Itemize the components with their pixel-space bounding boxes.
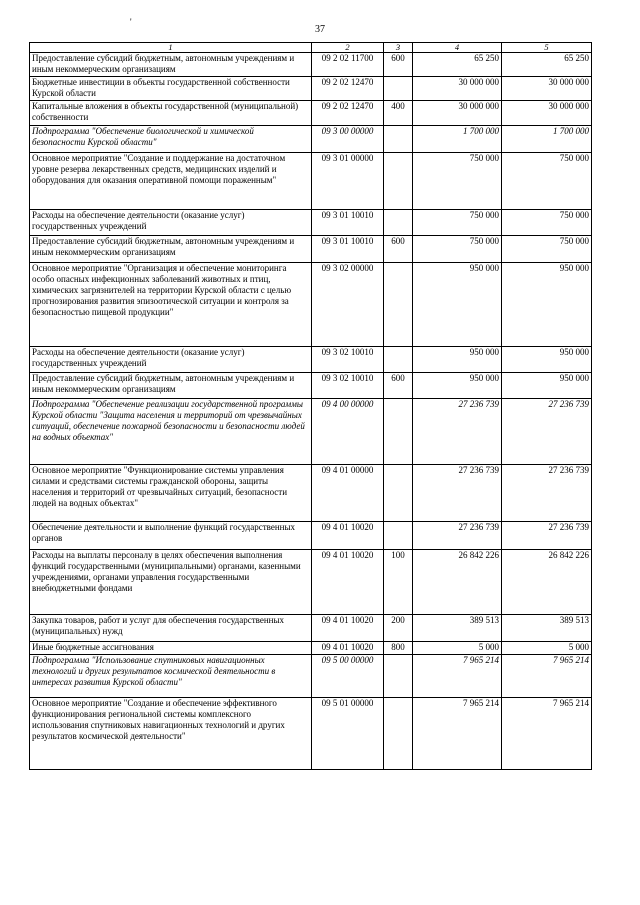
- row-expense-type: 600: [384, 236, 413, 263]
- row-name: Расходы на обеспечение деятельности (оказание услуг) государственных учреждений: [30, 210, 312, 236]
- table-row: [30, 126, 592, 153]
- row-amount-2: 27 236 739: [502, 399, 592, 465]
- row-amount-2: 950 000: [502, 373, 592, 399]
- row-code: 09 3 02 10010: [312, 373, 384, 399]
- row-name: Бюджетные инвестиции в объекты государственной собственности Курской области: [30, 77, 312, 101]
- row-name: Предоставление субсидий бюджетным, автономным учреждениям и иным некоммерческим организациям: [30, 53, 312, 77]
- row-amount-1: 30 000 000: [413, 101, 502, 126]
- row-name: Расходы на обеспечение деятельности (оказание услуг) государственных учреждений: [30, 347, 312, 373]
- row-code: 09 2 02 12470: [312, 77, 384, 101]
- row-amount-2: 27 236 739: [502, 465, 592, 522]
- row-amount-1: 65 250: [413, 53, 502, 77]
- column-number-1: 1: [30, 43, 312, 53]
- row-name: Подпрограмма "Использование спутниковых навигационных технологий и других результатов космической деятельности в интересах развития Курской области": [30, 655, 312, 698]
- budget-table-body: [30, 43, 592, 770]
- row-amount-2: 950 000: [502, 263, 592, 347]
- row-amount-2: 5 000: [502, 642, 592, 655]
- page-number: 37: [315, 24, 325, 35]
- column-number-4: 4: [413, 43, 502, 53]
- row-name: Иные бюджетные ассигнования: [30, 642, 312, 655]
- table-row: [30, 347, 592, 373]
- row-amount-1: 7 965 214: [413, 698, 502, 770]
- row-expense-type: [384, 153, 413, 210]
- table-row: [30, 101, 592, 126]
- table-row: [30, 655, 592, 698]
- row-amount-1: 389 513: [413, 615, 502, 642]
- row-amount-2: 750 000: [502, 153, 592, 210]
- row-name: Основное мероприятие "Организация и обеспечение мониторинга особо опасных инфекционных заболеваний животных и птиц, химических загрязнителей на территории Курской области с целью прогнозирования развития эпизоотической ситуации и контроля за безопасностью пищевой продукции": [30, 263, 312, 347]
- row-expense-type: 400: [384, 101, 413, 126]
- row-code: 09 2 02 12470: [312, 101, 384, 126]
- row-amount-2: 7 965 214: [502, 655, 592, 698]
- row-expense-type: 100: [384, 550, 413, 615]
- row-code: 09 4 01 00000: [312, 465, 384, 522]
- row-code: 09 3 01 00000: [312, 153, 384, 210]
- row-expense-type: [384, 522, 413, 550]
- row-amount-1: 26 842 226: [413, 550, 502, 615]
- row-expense-type: 200: [384, 615, 413, 642]
- row-code: 09 4 01 10020: [312, 615, 384, 642]
- row-amount-2: 950 000: [502, 347, 592, 373]
- row-expense-type: [384, 347, 413, 373]
- row-name: Предоставление субсидий бюджетным, автономным учреждениям и иным некоммерческим организациям: [30, 236, 312, 263]
- row-code: 09 3 01 10010: [312, 210, 384, 236]
- row-code: 09 3 02 00000: [312, 263, 384, 347]
- table-row: [30, 53, 592, 77]
- table-row: [30, 210, 592, 236]
- table-row: [30, 522, 592, 550]
- row-expense-type: [384, 698, 413, 770]
- row-name: Капитальные вложения в объекты государственной (муниципальной) собственности: [30, 101, 312, 126]
- row-amount-1: 750 000: [413, 236, 502, 263]
- row-amount-1: 27 236 739: [413, 465, 502, 522]
- column-number-5: 5: [502, 43, 592, 53]
- row-amount-1: 950 000: [413, 373, 502, 399]
- row-expense-type: [384, 210, 413, 236]
- row-code: 09 3 01 10010: [312, 236, 384, 263]
- row-code: 09 4 01 10020: [312, 522, 384, 550]
- column-number-2: 2: [312, 43, 384, 53]
- row-amount-2: 7 965 214: [502, 698, 592, 770]
- row-name: Основное мероприятие "Функционирование системы управления силами и средствами системы гражданской обороны, защиты населения и территорий от чрезвычайных ситуаций, безопасности людей на водных объектах": [30, 465, 312, 522]
- row-amount-2: 65 250: [502, 53, 592, 77]
- table-header-row: [30, 43, 592, 53]
- row-name: Закупка товаров, работ и услуг для обеспечения государственных (муниципальных) нужд: [30, 615, 312, 642]
- row-amount-1: 7 965 214: [413, 655, 502, 698]
- row-amount-1: 950 000: [413, 263, 502, 347]
- row-amount-2: 27 236 739: [502, 522, 592, 550]
- row-name: Основное мероприятие "Создание и обеспечение эффективного функционирования региональной системы комплексного использования спутниковых навигационных технологий и других результатов космической деятельности": [30, 698, 312, 770]
- row-amount-1: 5 000: [413, 642, 502, 655]
- table-row: [30, 236, 592, 263]
- row-code: 09 2 02 11700: [312, 53, 384, 77]
- row-amount-2: 26 842 226: [502, 550, 592, 615]
- row-amount-2: 389 513: [502, 615, 592, 642]
- row-expense-type: [384, 399, 413, 465]
- row-code: 09 5 00 00000: [312, 655, 384, 698]
- row-amount-1: 27 236 739: [413, 399, 502, 465]
- table-row: [30, 77, 592, 101]
- table-row: [30, 399, 592, 465]
- row-amount-2: 30 000 000: [502, 101, 592, 126]
- row-amount-1: 750 000: [413, 210, 502, 236]
- row-amount-2: 1 700 000: [502, 126, 592, 153]
- row-expense-type: [384, 77, 413, 101]
- row-expense-type: 600: [384, 53, 413, 77]
- row-expense-type: [384, 263, 413, 347]
- row-amount-1: 27 236 739: [413, 522, 502, 550]
- table-row: [30, 373, 592, 399]
- row-expense-type: 800: [384, 642, 413, 655]
- row-amount-1: 1 700 000: [413, 126, 502, 153]
- stray-mark: ': [130, 17, 132, 27]
- row-code: 09 4 01 10020: [312, 550, 384, 615]
- table-row: [30, 550, 592, 615]
- row-amount-1: 30 000 000: [413, 77, 502, 101]
- table-row: [30, 615, 592, 642]
- row-name: Расходы на выплаты персоналу в целях обеспечения выполнения функций государственными (муниципальными) органами, казенными учреждениями, органами управления государственными внебюджетными фондами: [30, 550, 312, 615]
- column-number-3: 3: [384, 43, 413, 53]
- row-amount-2: 750 000: [502, 236, 592, 263]
- row-code: 09 5 01 00000: [312, 698, 384, 770]
- row-code: 09 3 02 10010: [312, 347, 384, 373]
- row-amount-2: 750 000: [502, 210, 592, 236]
- row-amount-1: 750 000: [413, 153, 502, 210]
- budget-table: [29, 42, 592, 770]
- row-code: 09 4 00 00000: [312, 399, 384, 465]
- row-name: Предоставление субсидий бюджетным, автономным учреждениям и иным некоммерческим организациям: [30, 373, 312, 399]
- row-name: Подпрограмма "Обеспечение биологической и химической безопасности Курской области": [30, 126, 312, 153]
- row-code: 09 3 00 00000: [312, 126, 384, 153]
- table-row: [30, 698, 592, 770]
- row-name: Основное мероприятие "Создание и поддержание на достаточном уровне резерва лекарственных средств, медицинских изделий и оборудования для оказания оперативной помощи пораженным": [30, 153, 312, 210]
- row-amount-1: 950 000: [413, 347, 502, 373]
- row-expense-type: [384, 655, 413, 698]
- row-amount-2: 30 000 000: [502, 77, 592, 101]
- row-expense-type: [384, 465, 413, 522]
- row-expense-type: 600: [384, 373, 413, 399]
- row-expense-type: [384, 126, 413, 153]
- table-row: [30, 465, 592, 522]
- table-row: [30, 642, 592, 655]
- row-name: Подпрограмма "Обеспечение реализации государственной программы Курской области "Защита населения и территорий от чрезвычайных ситуаций, обеспечение пожарной безопасности и безопасности людей на водных объектах": [30, 399, 312, 465]
- table-row: [30, 263, 592, 347]
- row-code: 09 4 01 10020: [312, 642, 384, 655]
- row-name: Обеспечение деятельности и выполнение функций государственных органов: [30, 522, 312, 550]
- table-row: [30, 153, 592, 210]
